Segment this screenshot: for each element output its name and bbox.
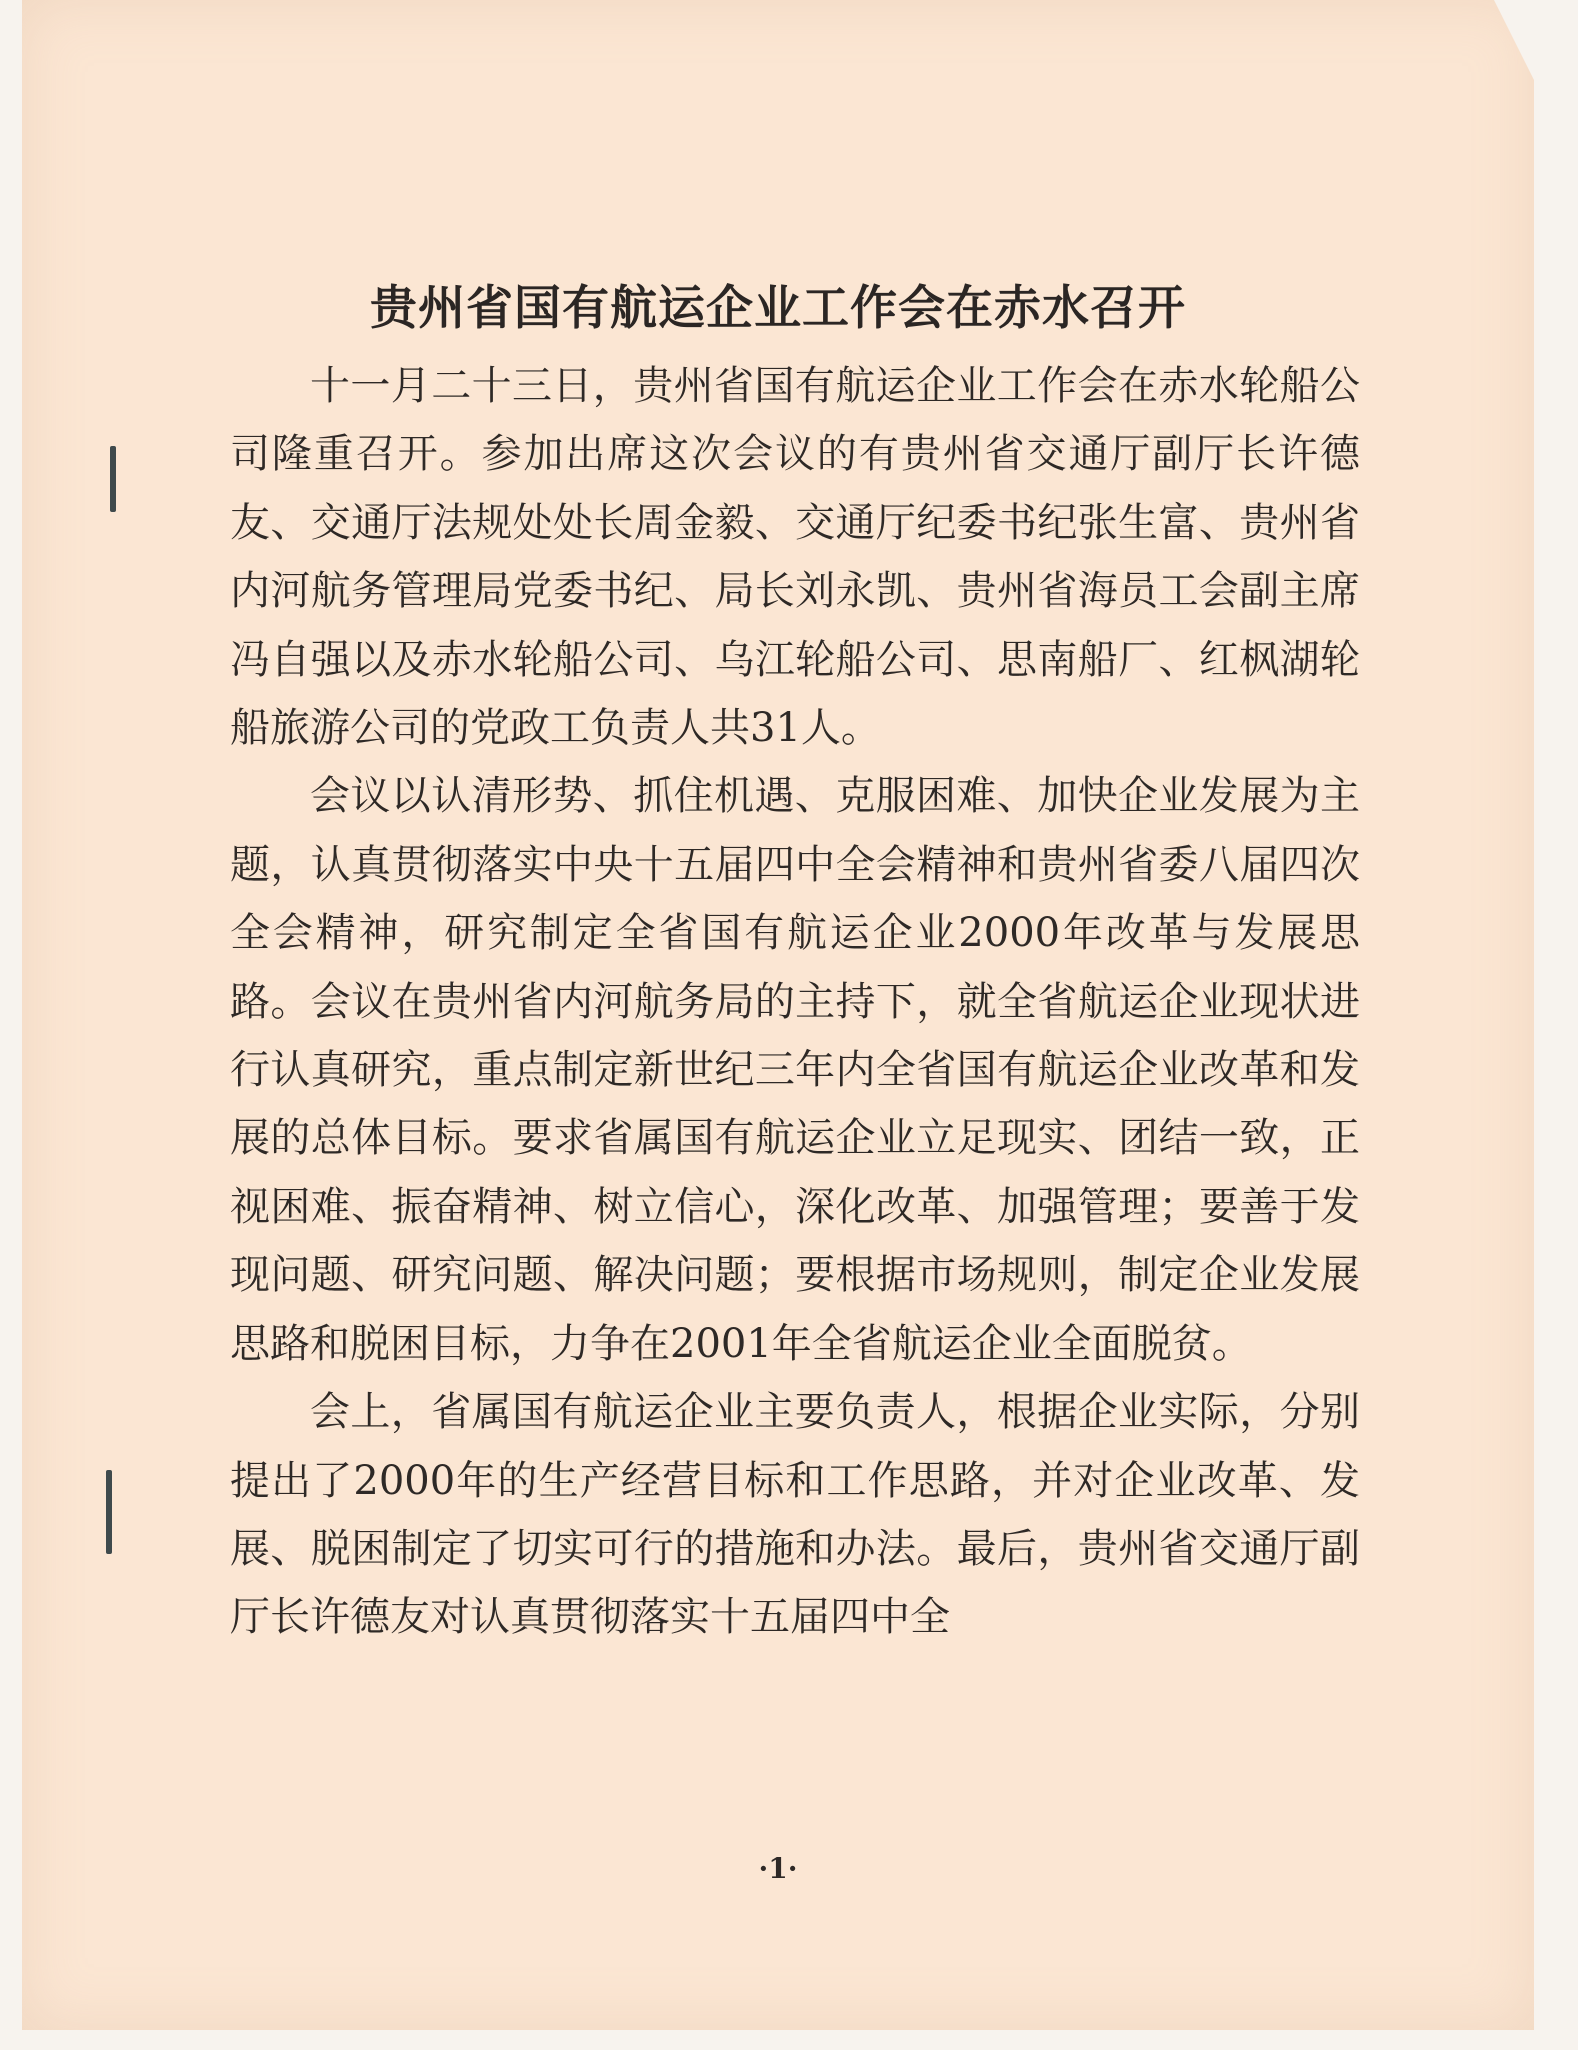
- paragraph-2: 会议以认清形势、抓住机遇、克服困难、加快企业发展为主题，认真贯彻落实中央十五届四中全会精神和贵州省委八届四次全会精神，研究制定全省国有航运企业2000年改革与发展思路。会议在贵州省内河航务局的主持下，就全省航运企业现状进行认真研究，重点制定新世纪三年内全省国有航运企业改革和发展的总体目标。要求省属国有航运企业立足现实、团结一致，正视困难、振奋精神、树立信心，深化改革、加强管理；要善于发现问题、研究问题、解决问题；要根据市场规则，制定企业发展思路和脱困目标，力争在2001年全省航运企业全面脱贫。: [230, 773, 1360, 1367]
- article-body: [230, 352, 1360, 1652]
- binding-staple-bottom: [106, 1470, 112, 1554]
- paragraph-1: 十一月二十三日，贵州省国有航运企业工作会在赤水轮船公司隆重召开。参加出席这次会议的有贵州省交通厅副厅长许德友、交通厅法规处处长周金毅、交通厅纪委书纪张生富、贵州省内河航务管理局党委书纪、局长刘永凯、贵州省海员工会副主席冯自强以及赤水轮船公司、乌江轮船公司、思南船厂、红枫湖轮船旅游公司的党政工负责人共31人。: [230, 363, 1360, 752]
- document-page: [22, 0, 1534, 2030]
- binding-staple-top: [110, 446, 116, 512]
- torn-corner: [1494, 0, 1534, 80]
- article-title: 贵州省国有航运企业工作会在赤水召开: [370, 281, 1186, 337]
- paragraph-3: 会上，省属国有航运企业主要负责人，根据企业实际，分别提出了2000年的生产经营目标和工作思路，并对企业改革、发展、脱困制定了切实可行的措施和办法。最后，贵州省交通厅副厅长许德友对认真贯彻落实十五届四中全: [230, 1389, 1360, 1641]
- page-number: ·1·: [758, 1852, 798, 1885]
